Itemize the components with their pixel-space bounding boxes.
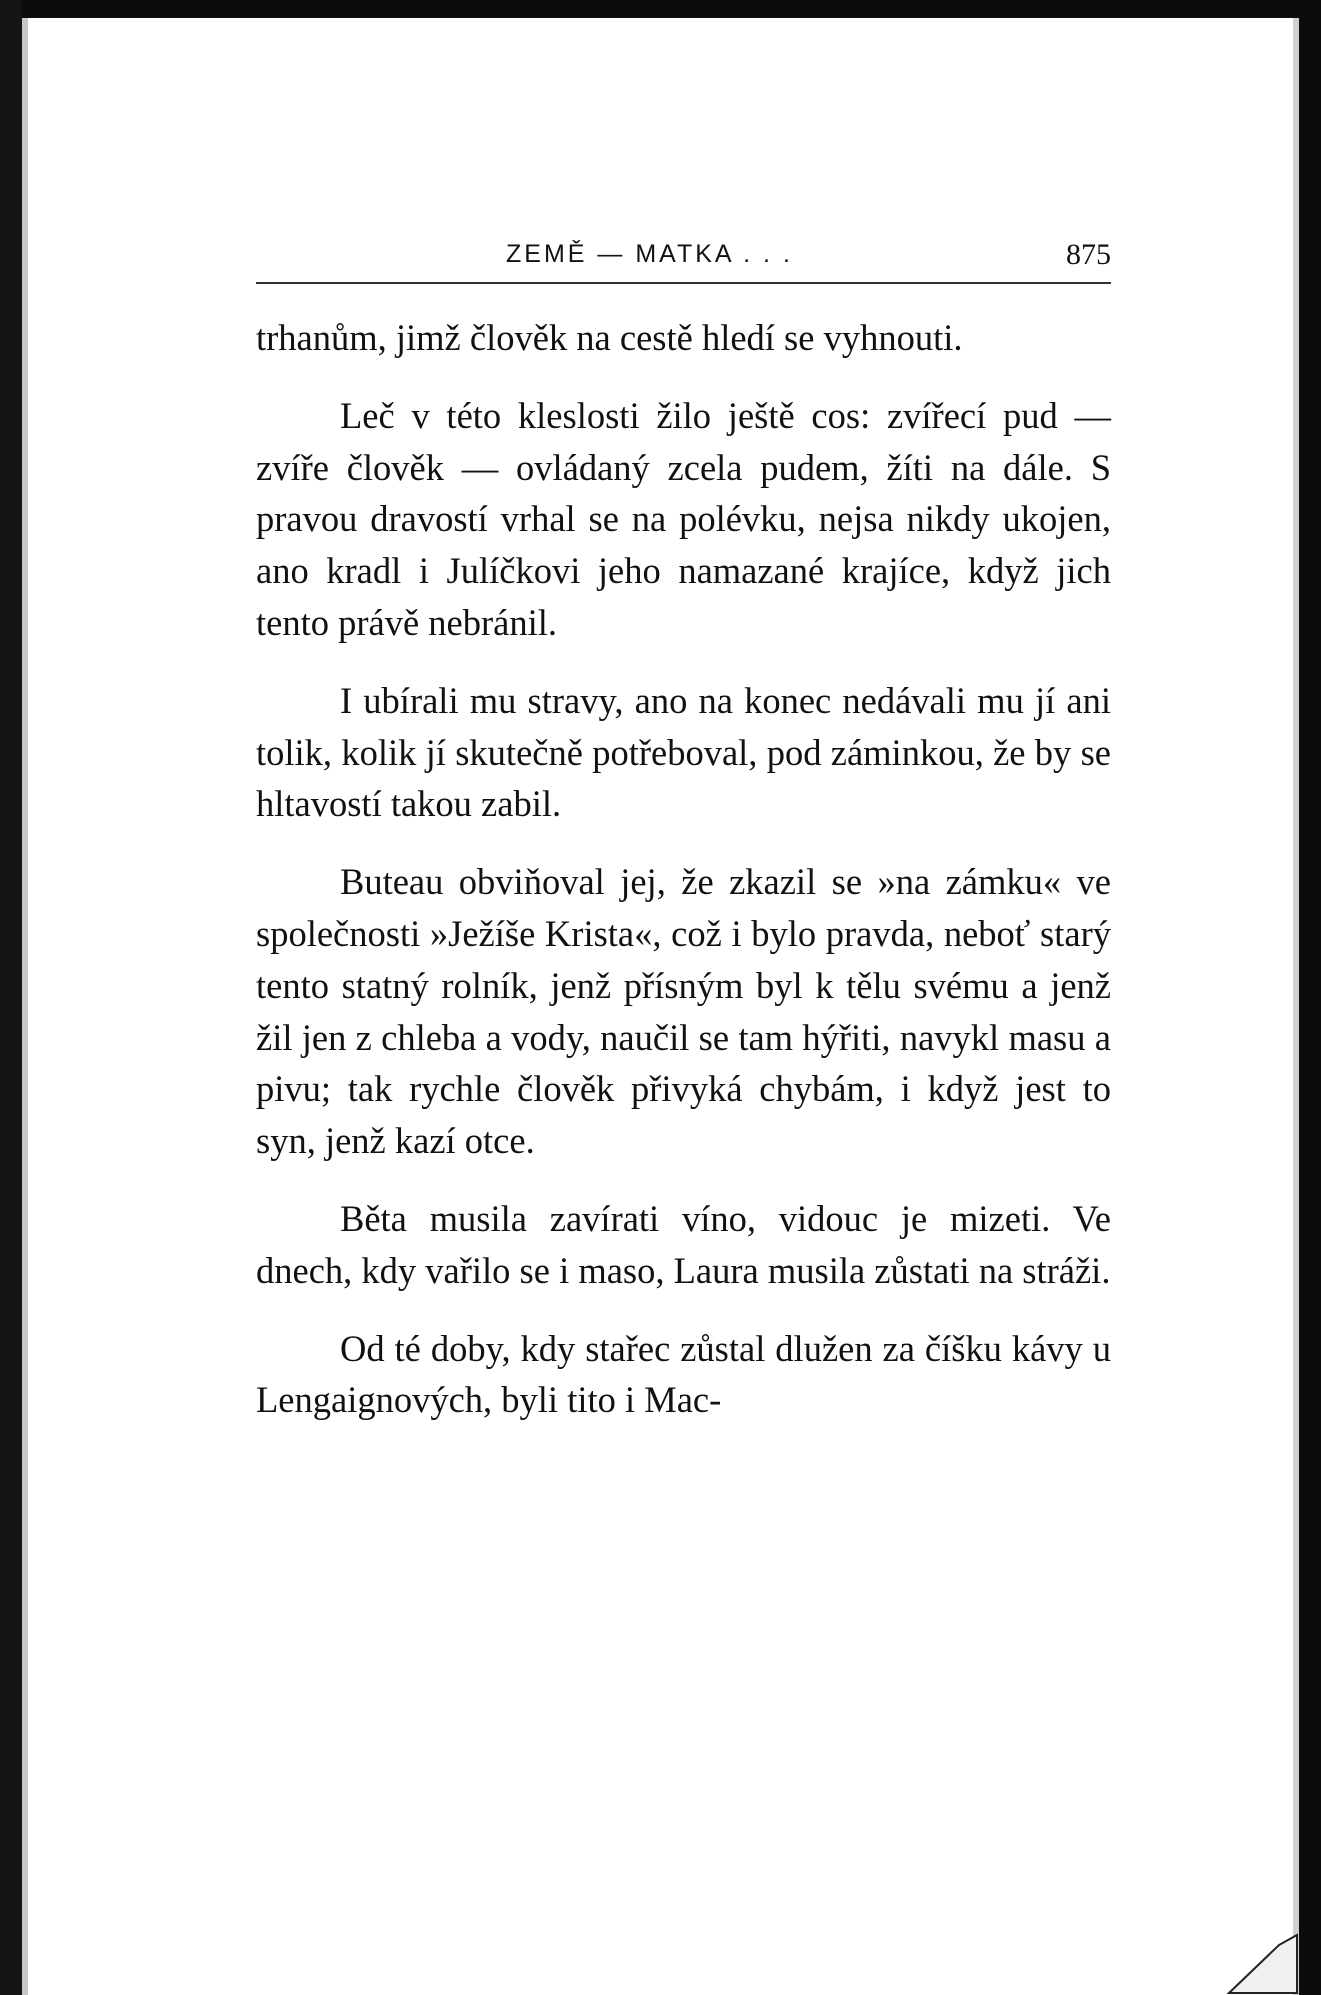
page-number: 875 (1066, 238, 1111, 271)
paragraph: Od té doby, kdy stařec zůstal dlužen za číšku kávy u Lengaignových, byli tito i Mac- (256, 1327, 1111, 1421)
page-corner-fold-icon (1219, 1915, 1299, 1995)
running-title: ZEMĚ — MATKA . . . (506, 240, 793, 268)
paragraph: Běta musila zavírati víno, vidouc je mizeti. Ve dnech, kdy vařilo se i maso, Laura musila zůstati na stráži. (256, 1197, 1111, 1291)
paragraph: I ubírali mu stravy, ano na konec nedávali mu jí ani tolik, kolik jí skutečně potřeboval, pod záminkou, že by se hltavostí takou zabil. (256, 679, 1111, 825)
running-head (256, 230, 1111, 284)
scan-border-left (0, 0, 22, 1995)
paragraph: Buteau obviňoval jej, že zkazil se »na zámku« ve společnosti »Ježíše Krista«, což i bylo pravda, neboť starý tento statný rolník, jenž přísným byl k tělu svému a jenž žil jen z chleba a vody, naučil se tam hýřiti, navykl masu a pivu; tak rychle člověk přivyká chybám, i když jest to syn, jenž kazí otce. (256, 861, 1111, 1162)
book-page (256, 230, 1111, 1426)
scan-border-top (0, 0, 1321, 18)
scan-border-left-inner (22, 18, 28, 1995)
paragraph-continuation: trhanům, jimž člověk na cestě hledí se vyhnouti. (256, 317, 963, 358)
paragraph: Leč v této kleslosti žilo ještě cos: zvířecí pud — zvíře člověk — ovládaný zcela pudem, žíti na dále. S pravou dravostí vrhal se na polévku, nejsa nikdy ukojen, ano kradl i Julíčkovi jeho namazané krajíce, když jich tento právě nebránil. (256, 394, 1111, 643)
scan-border-right (1299, 0, 1321, 1995)
body-text (256, 312, 1111, 1426)
scan-border-right-inner (1293, 18, 1299, 1995)
